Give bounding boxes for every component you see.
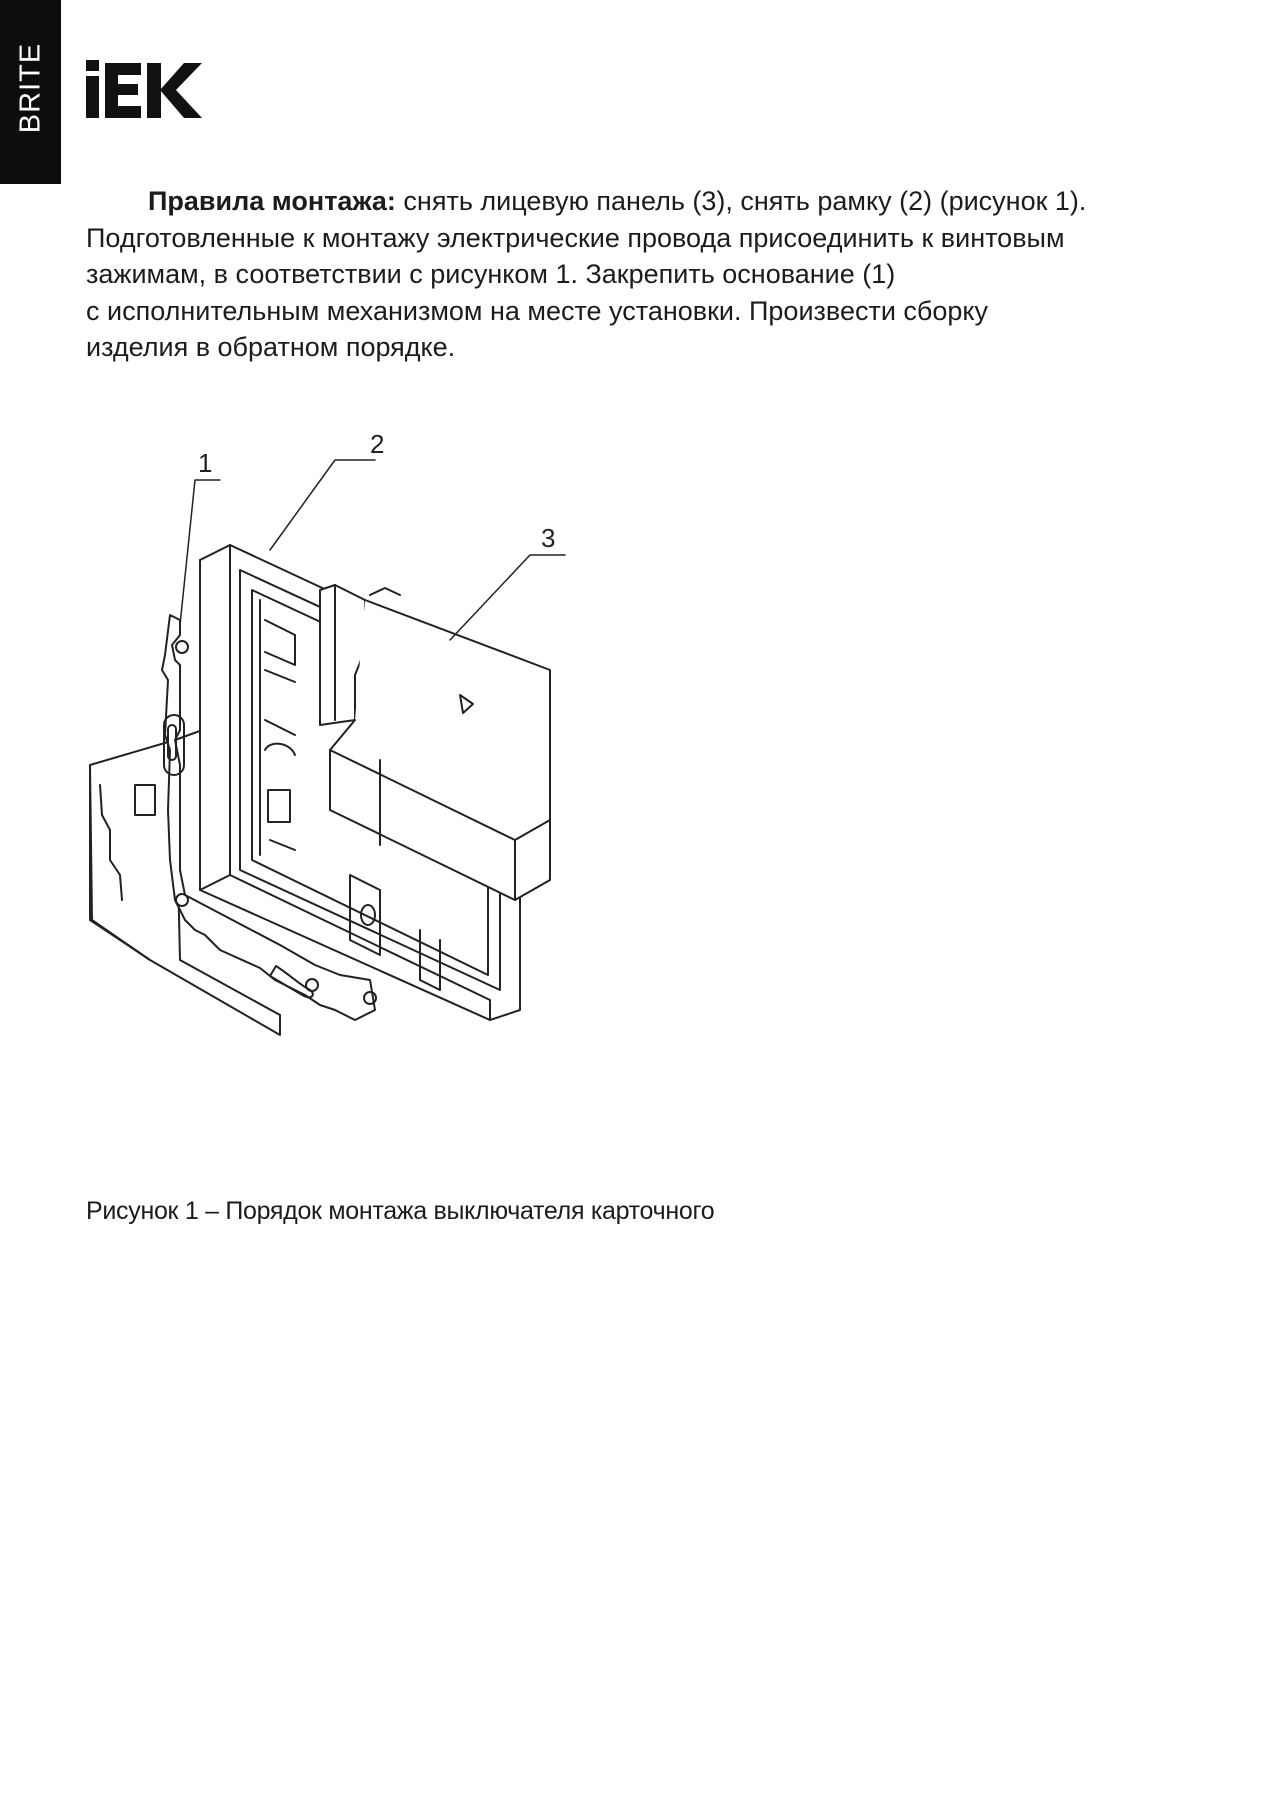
callout-2: 2 bbox=[370, 429, 385, 459]
callout-1: 1 bbox=[198, 448, 213, 478]
series-label: BRITE bbox=[14, 43, 46, 134]
instructions-heading: Правила монтажа: bbox=[148, 186, 396, 216]
mounting-instructions bbox=[86, 183, 1216, 366]
instructions-line-5: изделия в обратном порядке. bbox=[86, 332, 456, 362]
instructions-line-4: с исполнительным механизмом на месте установки. Произвести сборку bbox=[86, 295, 989, 326]
figure-caption: Рисунок 1 – Порядок монтажа выключателя карточного bbox=[86, 1197, 715, 1225]
instructions-line-2: Подготовленные к монтажу электрические провода присоединить к винтовым bbox=[86, 222, 1065, 253]
mounting-diagram bbox=[80, 420, 600, 1040]
series-side-tab bbox=[0, 0, 61, 184]
instructions-line-3: зажимам, в соответствии с рисунком 1. Закрепить основание (1) bbox=[86, 259, 896, 289]
callout-3: 3 bbox=[541, 523, 556, 553]
instructions-line-1: Правила монтажа: снять лицевую панель (3), снять рамку (2) (рисунок 1). bbox=[148, 186, 1087, 216]
iek-logo bbox=[86, 60, 202, 118]
